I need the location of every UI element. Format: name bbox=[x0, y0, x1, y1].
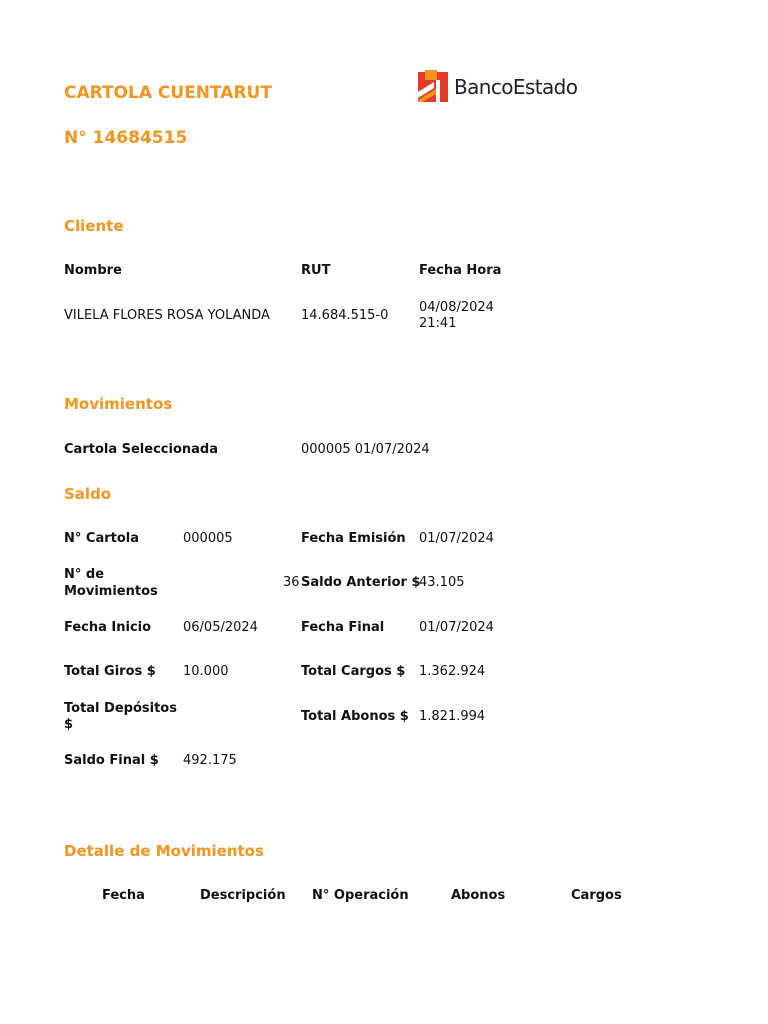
detalle-heading: Detalle de Movimientos bbox=[64, 842, 264, 860]
total-abonos-value: 1.821.994 bbox=[419, 709, 486, 724]
n-cartola-label: N° Cartola bbox=[64, 531, 140, 546]
nombre-value: VILELA FLORES ROSA YOLANDA bbox=[64, 308, 270, 323]
n-cartola-value: 000005 bbox=[183, 531, 233, 546]
column-header-abonos: Abonos bbox=[451, 888, 506, 903]
total-depositos-label-line2: $ bbox=[64, 717, 74, 732]
fecha-final-label: Fecha Final bbox=[301, 620, 385, 635]
rut-label: RUT bbox=[301, 263, 331, 278]
n-movimientos-label-line2: Movimientos bbox=[64, 584, 158, 599]
nombre-label: Nombre bbox=[64, 263, 122, 278]
total-giros-value: 10.000 bbox=[183, 664, 229, 679]
hora-value: 21:41 bbox=[419, 316, 457, 331]
fecha-value: 04/08/2024 bbox=[419, 300, 494, 315]
saldo-final-label: Saldo Final $ bbox=[64, 753, 159, 768]
fecha-emision-value: 01/07/2024 bbox=[419, 531, 494, 546]
column-header-n-operacion: N° Operación bbox=[312, 888, 409, 903]
n-movimientos-value: 36 bbox=[283, 575, 300, 590]
saldo-anterior-label: Saldo Anterior $ bbox=[301, 575, 421, 590]
cliente-heading: Cliente bbox=[64, 217, 124, 235]
saldo-heading: Saldo bbox=[64, 485, 112, 503]
fecha-hora-label: Fecha Hora bbox=[419, 263, 502, 278]
column-header-cargos: Cargos bbox=[571, 888, 622, 903]
total-giros-label: Total Giros $ bbox=[64, 664, 156, 679]
cartola-seleccionada-value: 000005 01/07/2024 bbox=[301, 442, 430, 457]
fecha-inicio-label: Fecha Inicio bbox=[64, 620, 152, 635]
bancoestado-logo-icon bbox=[416, 70, 450, 104]
brand-name: BancoEstado bbox=[454, 75, 578, 99]
fecha-emision-label: Fecha Emisión bbox=[301, 531, 406, 546]
total-cargos-label: Total Cargos $ bbox=[301, 664, 406, 679]
account-number: N° 14684515 bbox=[64, 128, 188, 148]
fecha-final-value: 01/07/2024 bbox=[419, 620, 494, 635]
cartola-seleccionada-label: Cartola Seleccionada bbox=[64, 442, 218, 457]
saldo-anterior-value: 43.105 bbox=[419, 575, 465, 590]
fecha-inicio-value: 06/05/2024 bbox=[183, 620, 258, 635]
saldo-final-value: 492.175 bbox=[183, 753, 237, 768]
rut-value: 14.684.515-0 bbox=[301, 308, 389, 323]
column-header-descripcion: Descripción bbox=[200, 888, 286, 903]
bancoestado-logo bbox=[416, 69, 596, 105]
page-title: CARTOLA CUENTARUT bbox=[64, 83, 272, 103]
total-depositos-label-line1: Total Depósitos bbox=[64, 701, 177, 716]
total-cargos-value: 1.362.924 bbox=[419, 664, 486, 679]
movimientos-heading: Movimientos bbox=[64, 395, 173, 413]
column-header-fecha: Fecha bbox=[102, 888, 145, 903]
n-movimientos-label-line1: N° de bbox=[64, 567, 105, 582]
total-abonos-label: Total Abonos $ bbox=[301, 709, 409, 724]
